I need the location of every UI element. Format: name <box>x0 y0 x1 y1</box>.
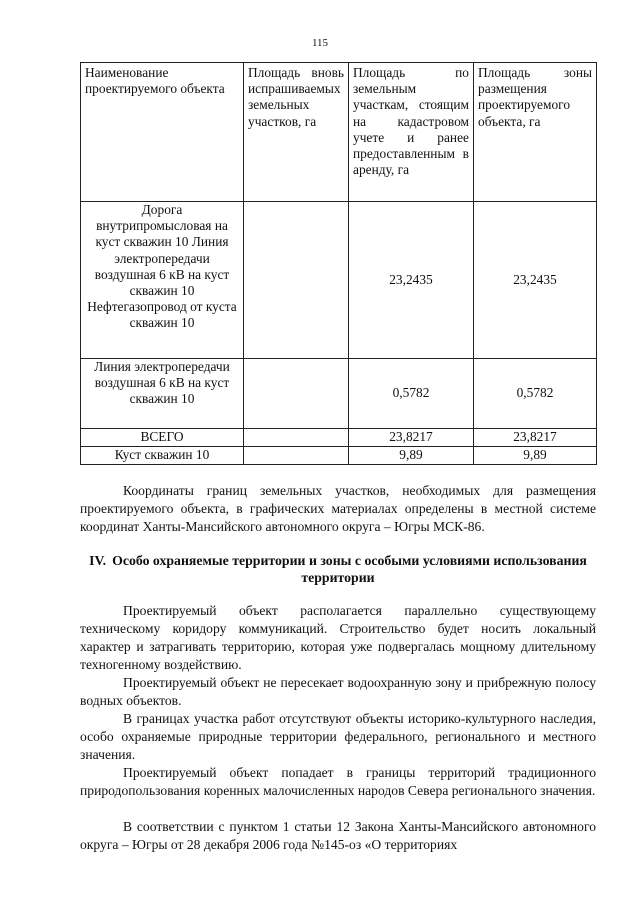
row-cadastral-area: 9,89 <box>349 447 474 465</box>
total-cadastral-area: 23,8217 <box>349 429 474 447</box>
row-new-area <box>244 359 349 429</box>
page-number: 115 <box>311 37 329 49</box>
body-paragraph: В соответствии с пунктом 1 статьи 12 Закона Ханты-Мансийского автономного округа – Югры от 28 декабря 2006 года №145-оз «О территориях <box>80 819 596 852</box>
total-new-area <box>244 429 349 447</box>
body-paragraph: В границах участка работ отсутствуют объекты историко-культурного наследия, особо охраняемые природные территории федерального, регионального и местного значения. <box>80 711 596 762</box>
total-zone-area: 23,8217 <box>474 429 597 447</box>
body-paragraph: Проектируемый объект попадает в границы территорий традиционного природопользования коренных малочисленных народов Севера регионального значения. <box>80 765 596 798</box>
section-number: IV. <box>89 553 107 568</box>
row-zone-area: 0,5782 <box>474 359 597 429</box>
row-object-name: Линия электропередачи воздушная 6 кВ на куст скважин 10 <box>81 359 244 429</box>
table-row <box>81 447 597 465</box>
header-zone-area: Площадь зоны размещения проектируемого объекта, га <box>474 63 597 202</box>
row-new-area <box>244 202 349 359</box>
header-object-name: Наименование проектируемого объекта <box>81 63 244 202</box>
row-new-area <box>244 447 349 465</box>
body-paragraph: Проектируемый объект не пересекает водоохранную зону и прибрежную полосу водных объектов. <box>80 675 596 708</box>
coordinates-paragraph: Координаты границ земельных участков, необходимых для размещения проектируемого объекта, в графических материалах определены в местной системе координат Ханты-Мансийского автономного округа – Югры МСК-86. <box>80 483 596 534</box>
row-cadastral-area: 23,2435 <box>349 202 474 359</box>
table-header-row <box>81 63 597 202</box>
row-zone-area: 9,89 <box>474 447 597 465</box>
header-new-area: Площадь вновь испрашиваемых земельных участков, га <box>244 63 349 202</box>
section-heading <box>80 552 596 586</box>
section-title: Особо охраняемые территории и зоны с особыми условиями использования территории <box>112 553 587 585</box>
row-cadastral-area: 0,5782 <box>349 359 474 429</box>
table-row <box>81 202 597 359</box>
table-row <box>81 359 597 429</box>
header-cadastral-area: Площадь по земельным участкам, стоящим на кадастровом учете и ранее предоставленным в аренду, га <box>349 63 474 202</box>
land-area-table <box>80 62 597 465</box>
table-total-row <box>81 429 597 447</box>
row-object-name: Дорога внутрипромысловая на куст скважин 10 Линия электропередачи воздушная 6 кВ на куст скважин 10 Нефтегазопровод от куста скважин 10 <box>81 202 244 359</box>
body-paragraph: Проектируемый объект располагается параллельно существующему техническому коридору коммуникаций. Строительство будет носить локальный характер и затрагивать территорию, которая уже подвергалась мощному длительному техногенному воздействию. <box>80 603 596 672</box>
total-label: ВСЕГО <box>81 429 244 447</box>
row-object-name: Куст скважин 10 <box>81 447 244 465</box>
row-zone-area: 23,2435 <box>474 202 597 359</box>
